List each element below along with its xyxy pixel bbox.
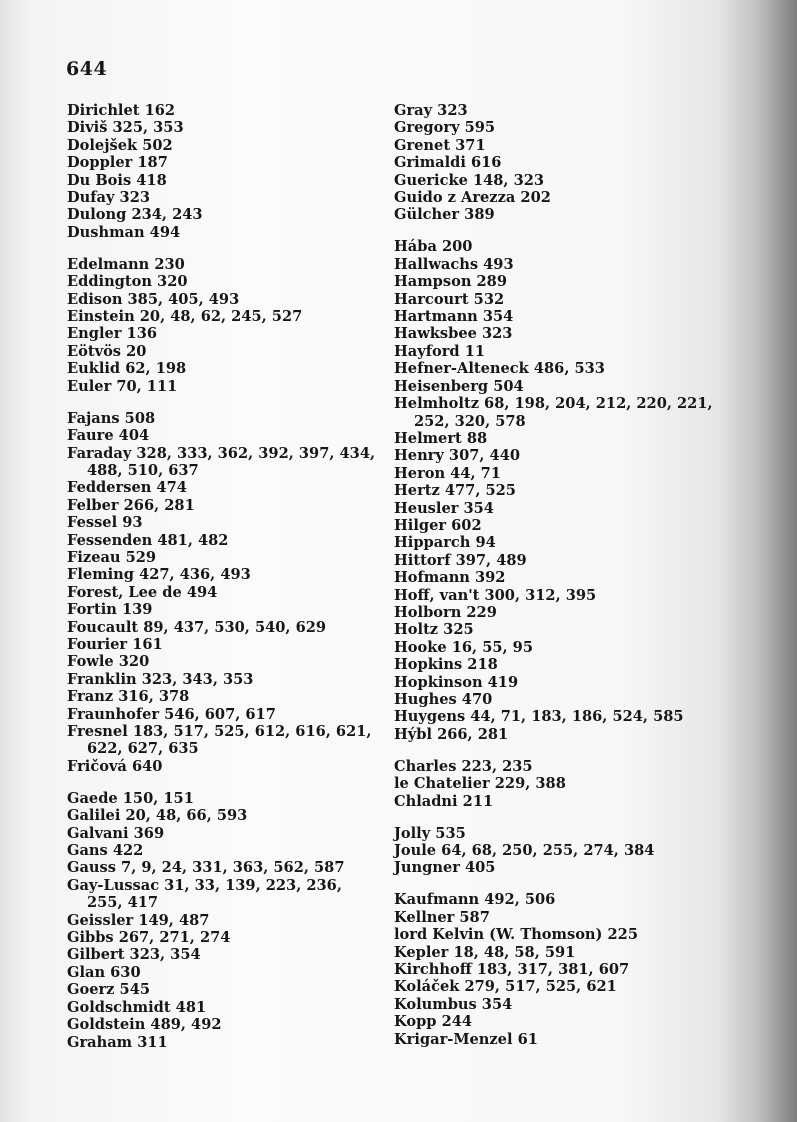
index-group [67,790,379,1051]
index-entry: Hertz 477, 525 [394,482,516,500]
index-entry: Hittorf 397, 489 [394,551,527,569]
index-entry: Dufay 323 [67,189,151,207]
index-entry: Glan 630 [67,963,141,981]
index-entry: Dirichlet 162 [67,102,176,119]
index-entry: Euler 70, 111 [67,377,178,395]
index-entry: Fessenden 481, 482 [67,531,229,549]
index-group [67,256,379,395]
index-entry: Franz 316, 378 [67,688,190,706]
index-entry: Edison 385, 405, 493 [67,290,240,308]
index-entry: Gregory 595 [394,119,496,137]
index-entry: Fričová 640 [67,757,163,775]
index-entry: Kirchhoff 183, 317, 381, 607 [394,961,630,979]
index-entry: Holborn 229 [394,603,497,621]
index-entry: Fraunhofer 546, 607, 617 [67,705,276,723]
index-group [67,102,379,241]
index-entry: Grimaldi 616 [394,154,502,172]
index-entry: Goerz 545 [67,981,151,999]
index-entry: Helmert 88 [394,429,488,447]
index-entry: Helmholtz 68, 198, 204, 212, 220, 221, 252, 320, 578 [394,395,713,430]
index-entry: Hofmann 392 [394,569,506,587]
index-entry: le Chatelier 229, 388 [394,775,566,793]
index-group [394,825,714,877]
index-entry: Fourier 161 [67,635,163,653]
index-entry: Grenet 371 [394,136,486,154]
index-group [394,102,714,224]
index-entry: Guido z Arezza 202 [394,189,551,207]
index-entry: Forest, Lee de 494 [67,583,218,601]
index-entry: Dolejšek 502 [67,136,173,154]
index-entry: Fleming 427, 436, 493 [67,566,251,584]
index-entry: Henry 307, 440 [394,447,521,465]
index-entry: Fortin 139 [67,601,153,619]
index-entry: Dushman 494 [67,223,181,241]
index-entry: Gray 323 [394,102,468,119]
index-entry: Gülcher 389 [394,206,495,224]
index-entry: Hefner-Alteneck 486, 533 [394,360,605,378]
index-entry: Edelmann 230 [67,255,185,273]
index-entry: Einstein 20, 48, 62, 245, 527 [67,308,303,326]
index-entry: Graham 311 [67,1033,168,1051]
index-entry: Gans 422 [67,842,144,860]
index-group [394,891,714,1048]
index-column-left [67,102,379,1066]
index-entry: Hawksbee 323 [394,325,513,343]
index-entry: Heron 44, 71 [394,464,501,482]
index-entry: Fajans 508 [67,409,156,427]
index-entry: Holtz 325 [394,621,474,639]
index-entry: Goldschmidt 481 [67,998,207,1016]
index-entry: Joule 64, 68, 250, 255, 274, 384 [394,842,655,860]
index-entry: Krigar-Menzel 61 [394,1030,538,1048]
page-edge-shadow [757,0,797,1122]
index-entry: Gauss 7, 9, 24, 331, 363, 562, 587 [67,859,345,877]
index-entry: Eddington 320 [67,273,188,291]
index-entry: Harcourt 532 [394,290,505,308]
index-entry: Chladni 211 [394,792,494,810]
index-entry: Kellner 587 [394,908,490,926]
index-entry: Fessel 93 [67,514,143,532]
index-entry: Gilbert 323, 354 [67,946,201,964]
index-entry: Dulong 234, 243 [67,206,203,224]
index-entry: Hopkinson 419 [394,673,519,691]
index-entry: Hýbl 266, 281 [394,725,509,743]
index-entry: Goldstein 489, 492 [67,1016,222,1034]
index-entry: Geissler 149, 487 [67,911,210,929]
index-group [394,758,714,810]
index-entry: Koláček 279, 517, 525, 621 [394,978,617,996]
index-entry: Fizeau 529 [67,548,157,566]
index-entry: Kepler 18, 48, 58, 591 [394,943,576,961]
index-entry: Galvani 369 [67,824,165,842]
page-number: 644 [66,58,108,80]
index-entry: Hooke 16, 55, 95 [394,638,533,656]
index-entry: Euklid 62, 198 [67,360,187,378]
index-entry: Foucault 89, 437, 530, 540, 629 [67,618,327,636]
index-entry: Hoff, van't 300, 312, 395 [394,586,597,604]
index-entry: Kaufmann 492, 506 [394,891,556,909]
index-entry: Fresnel 183, 517, 525, 612, 616, 621, 622, 627, 635 [67,723,372,758]
index-entry: Felber 266, 281 [67,496,195,514]
index-entry: Engler 136 [67,325,157,343]
index-entry: Heisenberg 504 [394,377,524,395]
index-entry: Hilger 602 [394,516,482,534]
index-entry: Hughes 470 [394,691,493,708]
index-entry: Jolly 535 [394,824,466,842]
index-group [67,410,379,776]
index-entry: Hartmann 354 [394,308,514,326]
index-entry: Guericke 148, 323 [394,171,545,189]
index-entry: Kolumbus 354 [394,995,513,1013]
index-entry: Gibbs 267, 271, 274 [67,929,231,947]
index-entry: Kopp 244 [394,1013,473,1031]
index-entry: Hampson 289 [394,273,507,291]
index-entry: Doppler 187 [67,154,168,172]
index-group [394,238,714,743]
index-entry: Charles 223, 235 [394,757,533,775]
index-entry: Gaede 150, 151 [67,789,194,807]
index-entry: Faraday 328, 333, 362, 392, 397, 434, 488, 510, 637 [67,444,376,479]
index-entry: Hipparch 94 [394,534,496,552]
index-entry: Feddersen 474 [67,479,187,497]
index-entry: Gay-Lussac 31, 33, 139, 223, 236, 255, 417 [67,876,342,912]
index-entry: Jungner 405 [394,859,496,877]
index-entry: Hayford 11 [394,342,486,360]
index-entry: Huygens 44, 71, 183, 186, 524, 585 [394,708,684,726]
index-entry: Franklin 323, 343, 353 [67,670,254,688]
index-entry: Hallwachs 493 [394,255,514,273]
index-entry: Galilei 20, 48, 66, 593 [67,807,248,825]
index-entry: Fowle 320 [67,653,150,671]
index-entry: lord Kelvin (W. Thomson) 225 [394,926,638,944]
index-entry: Eötvös 20 [67,342,147,360]
index-column-right [394,102,714,1063]
index-entry: Faure 404 [67,427,150,445]
index-entry: Heusler 354 [394,499,494,517]
index-entry: Du Bois 418 [67,171,167,189]
index-entry: Diviš 325, 353 [67,119,184,137]
index-entry: Hába 200 [394,238,473,256]
index-entry: Hopkins 218 [394,656,498,674]
